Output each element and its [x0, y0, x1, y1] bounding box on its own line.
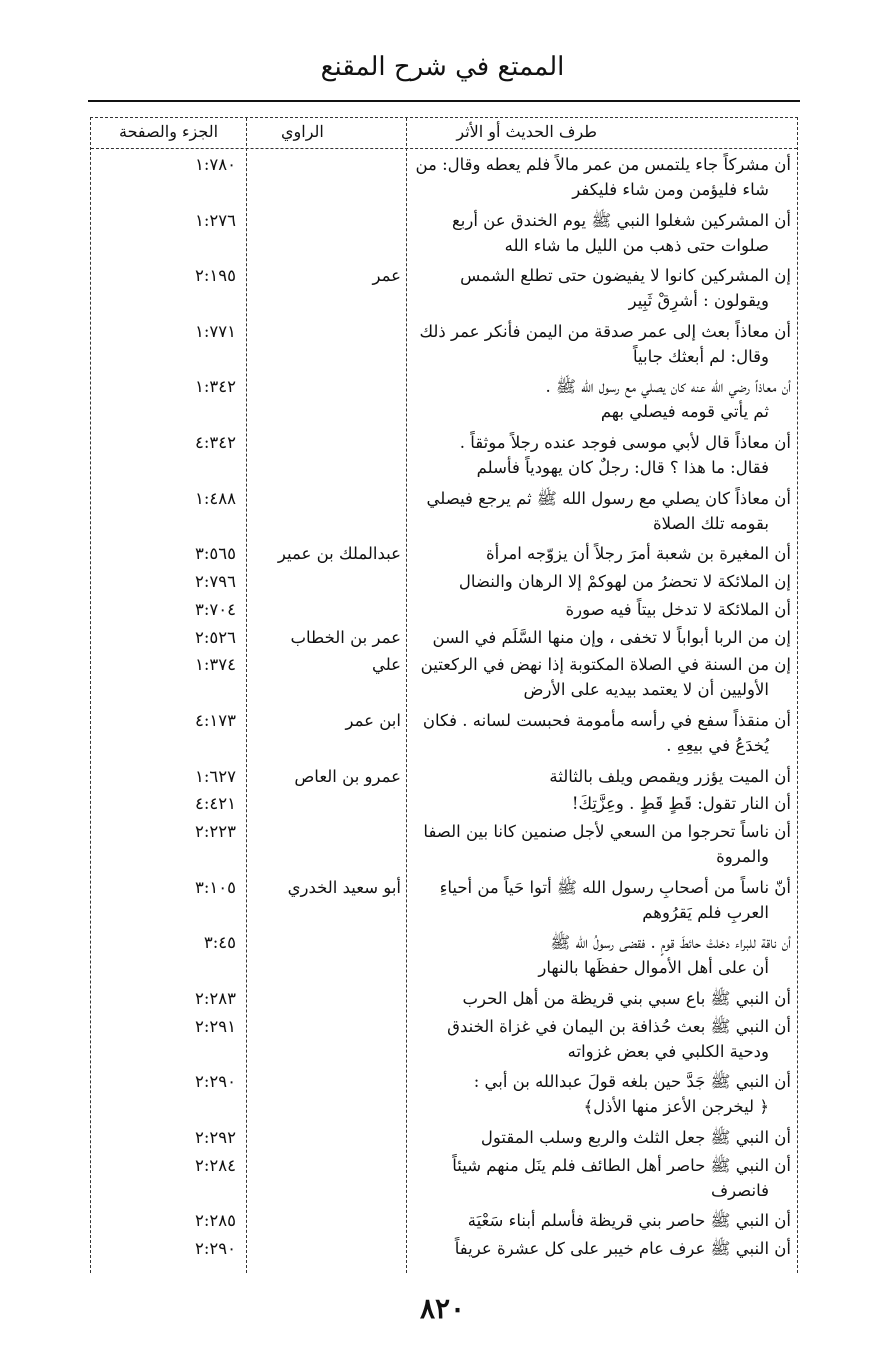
- volume-page-cell: ٢:٢٨٣: [194, 989, 236, 1008]
- hadith-text-line: أن المشركين شغلوا النبي ﷺ يوم الخندق عن أربع: [451, 210, 791, 230]
- hadith-text: [411, 430, 791, 480]
- volume-page-cell: ٤:١٧٣: [194, 711, 236, 730]
- hadith-text: [411, 930, 791, 980]
- volume-page-cell: ٤:٤٢١: [194, 794, 236, 814]
- hadith-text: [411, 263, 791, 313]
- hadith-text: [411, 597, 791, 622]
- hadith-text-continuation: أن على أهل الأموال حفظَها بالنهار: [538, 958, 769, 978]
- hadith-text: [411, 1125, 791, 1150]
- column-divider: [406, 118, 407, 1273]
- hadith-text: [411, 374, 791, 424]
- narrator-cell: عمرو بن العاص: [294, 766, 401, 786]
- column-header-narrator: الراوي: [281, 122, 324, 141]
- volume-page-cell: ٢:١٩٥: [194, 266, 236, 286]
- hadith-text: [411, 708, 791, 758]
- hadith-text-continuation: ويقولون : أشرِقْ ثَبِير: [628, 291, 769, 311]
- hadith-text-continuation: ودحية الكلبي في بعض غزواته: [567, 1041, 769, 1061]
- hadith-text: [411, 986, 791, 1011]
- hadith-text: [411, 1208, 791, 1233]
- hadith-text: [411, 152, 791, 202]
- running-head: الممتع في شرح المقنع: [320, 52, 565, 82]
- volume-page-cell: ٢:٢٩٠: [194, 1072, 236, 1092]
- volume-page-cell: ٣:٧٠٤: [194, 599, 236, 619]
- narrator-cell: علي: [371, 655, 401, 675]
- header-rule: [88, 100, 800, 102]
- column-header-ref: الجزء والصفحة: [119, 122, 219, 141]
- hadith-text-line: أن معاذاً بعث إلى عمر صدقة من اليمن فأنكر عمر ذلك: [419, 321, 791, 341]
- narrator-cell: ابن عمر: [345, 711, 401, 730]
- hadith-text-continuation: فانصرف: [710, 1180, 769, 1200]
- hadith-text: [411, 1236, 791, 1261]
- hadith-text-line: أن النبي ﷺ جَدَّ حين بلغه قولَ عبدالله بن أبي :: [473, 1072, 791, 1092]
- hadith-text: [411, 319, 791, 369]
- hadith-text-continuation: والمروة: [716, 847, 769, 867]
- volume-page-cell: ٢:٢٨٤: [194, 1155, 236, 1175]
- hadith-text-line: أن مشركاً جاء يلتمس من عمر مالاً فلم يعطه وقال: من: [415, 155, 791, 174]
- hadith-text: [411, 486, 791, 536]
- volume-page-cell: ١:٤٨٨: [194, 488, 236, 508]
- hadith-text: [411, 1069, 791, 1119]
- hadith-text: [411, 652, 791, 702]
- hadith-text: [411, 1014, 791, 1064]
- narrator-cell: عمر بن الخطاب: [290, 627, 401, 647]
- volume-page-cell: ٣:٥٦٥: [194, 544, 236, 564]
- hadith-text-line: أن المغيرة بن شعبة أمرَ رجلاً أن يزوّجه امرأة: [486, 544, 791, 564]
- hadith-text-line: أن ناقة للبراء دخلتْ حائطَ قومٍ . فقضى رسولُ الله ﷺ: [550, 933, 791, 953]
- hadith-text: [411, 208, 791, 258]
- hadith-text-line: أن النبي ﷺ حاصر بني قريظة فأسلم أبناء سَعْيَة: [467, 1211, 791, 1231]
- hadith-text: [411, 541, 791, 566]
- hadith-text-continuation: شاء فليؤمن ومن شاء فليكفر: [572, 180, 769, 199]
- hadith-text-line: أن الميت يؤزر ويقمص ويلف بالثالثة: [549, 766, 791, 786]
- narrator-cell: عمر: [372, 266, 401, 286]
- hadith-text: [411, 764, 791, 789]
- hadith-index-table: [90, 117, 798, 1273]
- hadith-text-continuation: صلوات حتى ذهب من الليل ما شاء الله: [504, 235, 769, 255]
- hadith-text-line: أن معاذاً قال لأبي موسى فوجد عنده رجلاً موثقاً .: [459, 433, 791, 452]
- hadith-text-continuation: الأوليين أن لا يعتمد بيديه على الأرض: [523, 680, 769, 700]
- volume-page-cell: ١:٢٧٦: [194, 210, 236, 230]
- volume-page-cell: ٢:٥٢٦: [194, 627, 236, 647]
- hadith-text-continuation: فقال: ما هذا ؟ قال: رجلٌ كان يهودياً فأسلم: [476, 458, 769, 477]
- hadith-text-line: أن ناساً تحرجوا من السعي لأجل صنمين كانا بين الصفا: [423, 822, 791, 842]
- hadith-text-continuation: ﴿ ليخرجن الأعز منها الأذل﴾: [583, 1097, 769, 1117]
- volume-page-cell: ٢:٢٩١: [194, 1016, 236, 1036]
- hadith-text-line: إن المشركين كانوا لا يفيضون حتى تطلع الشمس: [460, 266, 791, 286]
- hadith-text: [411, 625, 791, 650]
- hadith-text-continuation: يُخدَعُ في بيعِهِ .: [666, 736, 769, 755]
- volume-page-cell: ٣:١٠٥: [194, 877, 236, 897]
- volume-page-cell: ٢:٢٩٠: [194, 1239, 236, 1259]
- column-divider: [246, 118, 247, 1273]
- volume-page-cell: ٢:٧٩٦: [194, 572, 236, 591]
- hadith-text-line: إن الملائكة لا تحضرُ من لهوكمْ إلا الرهان والنضال: [458, 572, 791, 591]
- column-header-text: طرف الحديث أو الأثر: [456, 122, 597, 141]
- hadith-text-line: أن معاذاً كان يصلي مع رسول الله ﷺ ثم يرجع فيصلي: [426, 488, 791, 508]
- hadith-text-line: أن النار تقول: قَطٍ قَطٍ . وعِزَّتِكَ!: [571, 794, 791, 814]
- hadith-text: [411, 875, 791, 925]
- volume-page-cell: ١:٧٧١: [194, 321, 236, 341]
- hadith-text-line: أنّ ناساً من أصحابِ رسول الله ﷺ أتوا حَياً من أحياءِ: [439, 877, 791, 897]
- hadith-text-continuation: وقال: لم أبعثك جابياً: [632, 346, 769, 366]
- volume-page-cell: ٢:٢٩٢: [194, 1128, 236, 1147]
- table-header-rule: [91, 148, 797, 149]
- page-number: ٨٢٠: [419, 1292, 466, 1325]
- hadith-text-line: أن النبي ﷺ باع سبي بني قريظة من أهل الحرب: [462, 989, 791, 1008]
- hadith-text-line: أن النبي ﷺ عرف عام خيبر على كل عشرة عريفاً: [454, 1239, 791, 1259]
- hadith-text-line: أن الملائكة لا تدخل بيتاً فيه صورة: [565, 599, 791, 619]
- volume-page-cell: ١:٣٤٢: [194, 377, 236, 397]
- hadith-text-line: أن معاذاً رضي الله عنه كان يصلي مع رسول الله ﷺ .: [545, 377, 791, 397]
- hadith-text: [411, 569, 791, 594]
- hadith-text: [411, 1153, 791, 1203]
- volume-page-cell: ٤:٣٤٢: [194, 433, 236, 452]
- hadith-text: [411, 819, 791, 869]
- volume-page-cell: ٣:٤٥: [203, 933, 236, 953]
- hadith-text-line: إن من السنة في الصلاة المكتوبة إذا نهض في الركعتين: [420, 655, 791, 675]
- narrator-cell: أبو سعيد الخدري: [287, 877, 401, 897]
- hadith-text-line: أن النبي ﷺ بعث حُذافة بن اليمان في غزاة الخندق: [447, 1016, 791, 1036]
- narrator-cell: عبدالملك بن عمير: [277, 544, 401, 564]
- hadith-text-line: أن منقذاً سفع في رأسه مأمومة فحبست لسانه . فكان: [422, 711, 791, 730]
- hadith-text-line: أن النبي ﷺ جعل الثلث والربع وسلب المقتول: [480, 1128, 791, 1147]
- hadith-text-continuation: العربِ فلم يَقرُوهم: [642, 902, 769, 922]
- volume-page-cell: ١:٧٨٠: [194, 155, 236, 174]
- hadith-text-line: إن من الربا أبواباً لا تخفى ، وإن منها السَّلَم في السن: [432, 627, 791, 647]
- hadith-text-line: أن النبي ﷺ حاصر أهل الطائف فلم ينَل منهم شيئاً: [452, 1155, 791, 1175]
- hadith-text: [411, 791, 791, 816]
- hadith-text-continuation: بقومه تلك الصلاة: [652, 513, 769, 533]
- hadith-text-continuation: ثم يأتي قومه فيصلي بهم: [600, 402, 769, 422]
- volume-page-cell: ٢:٢٢٣: [194, 822, 236, 842]
- volume-page-cell: ٢:٢٨٥: [194, 1211, 236, 1231]
- volume-page-cell: ١:٣٧٤: [194, 655, 236, 675]
- volume-page-cell: ١:٦٢٧: [194, 766, 236, 786]
